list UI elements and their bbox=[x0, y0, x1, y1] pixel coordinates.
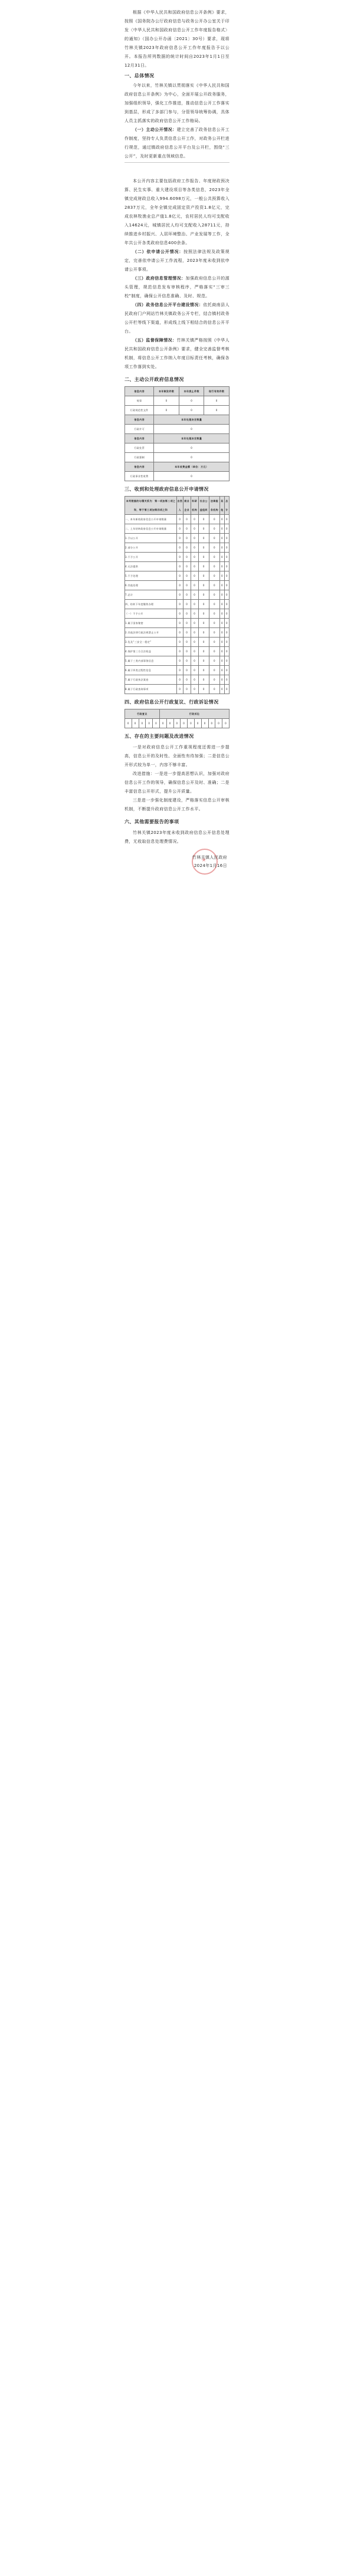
t3-row-label: 2.部分公开 bbox=[125, 543, 177, 553]
t3-cell: 0 bbox=[177, 619, 183, 628]
t3-cell: 0 bbox=[191, 553, 198, 562]
section1-title: 一、总体情况 bbox=[124, 73, 155, 78]
t2-cell: 规章 bbox=[125, 396, 154, 406]
t3-cell: 0 bbox=[209, 685, 219, 694]
t3-row bbox=[125, 675, 230, 685]
t3-cell: 0 bbox=[198, 628, 209, 638]
t2-head-row-3 bbox=[125, 434, 230, 443]
t3-cell: 0 bbox=[191, 628, 198, 638]
t2-row bbox=[125, 472, 230, 481]
t3-cell: 0 bbox=[177, 581, 183, 590]
signature-org: 竹林关镇人民政府 bbox=[192, 855, 227, 860]
t3-head-cell: 自然人 bbox=[177, 497, 183, 515]
review-litigation-table bbox=[124, 709, 230, 728]
t3-cell: 0 bbox=[198, 571, 209, 581]
t3-cell: 0 bbox=[177, 647, 183, 656]
application-table bbox=[124, 496, 230, 694]
t3-cell: 0 bbox=[209, 656, 219, 666]
t4-cell: 0 bbox=[215, 719, 222, 728]
t3-cell: 0 bbox=[198, 647, 209, 656]
t4-cell: 0 bbox=[222, 719, 230, 728]
t4-cell: 0 bbox=[139, 719, 146, 728]
t2-cell: 0 bbox=[154, 472, 230, 481]
t2-cell: 行政强制 bbox=[125, 453, 154, 462]
t3-cell: 0 bbox=[220, 609, 225, 619]
sub2-label: （二）依申请公开情况： bbox=[133, 249, 184, 254]
t3-cell: 0 bbox=[209, 628, 219, 638]
t3-cell: 0 bbox=[191, 609, 198, 619]
t3-cell: 0 bbox=[198, 656, 209, 666]
t3-head-cell: 其他 bbox=[220, 497, 225, 515]
t3-cell: 0 bbox=[183, 515, 191, 524]
t3-cell: 0 bbox=[209, 534, 219, 543]
t3-cell: 0 bbox=[198, 562, 209, 571]
t3-cell: 0 bbox=[224, 571, 229, 581]
t3-row bbox=[125, 524, 230, 534]
t3-cell: 0 bbox=[209, 666, 219, 675]
sub5-text: 竹林关镇严格按照《中华人民共和国政府信息公开条例》要求，健全完善监督考核机制，将信息公开工作纳入年度目标责任考核，确保各项工作落到实处。 bbox=[124, 338, 230, 369]
t2-head-cell: 现行有效件数 bbox=[204, 387, 230, 396]
t2-cell: 0 bbox=[179, 406, 204, 415]
t4-head-cell: 行政复议 bbox=[125, 709, 160, 719]
t3-cell: 0 bbox=[177, 666, 183, 675]
t3-cell: 0 bbox=[183, 543, 191, 553]
t3-row bbox=[125, 562, 230, 571]
t3-cell: 0 bbox=[198, 534, 209, 543]
spacer bbox=[124, 164, 230, 177]
t3-cell: 0 bbox=[220, 666, 225, 675]
t3-cell: 0 bbox=[177, 685, 183, 694]
t3-cell: 0 bbox=[224, 515, 229, 524]
t2-cell: 行政许可 bbox=[125, 425, 154, 434]
t4-cell: 0 bbox=[201, 719, 208, 728]
t3-row bbox=[125, 581, 230, 590]
t4-row bbox=[125, 719, 230, 728]
t3-cell: 0 bbox=[183, 534, 191, 543]
t2-cell: 0 bbox=[204, 406, 230, 415]
t3-cell: 0 bbox=[209, 619, 219, 628]
t3-cell: 0 bbox=[224, 590, 229, 600]
t3-cell: 0 bbox=[177, 656, 183, 666]
sub3-label: （三）政府信息管理情况： bbox=[133, 276, 186, 281]
t3-cell: 0 bbox=[183, 685, 191, 694]
active-disclosure-table bbox=[124, 386, 230, 481]
t3-cell: 0 bbox=[224, 666, 229, 675]
sub1-label: （一）主动公开情况： bbox=[133, 127, 177, 132]
intro-paragraph: 根据《中华人民共和国政府信息公开条例》要求，按照《国务院办公厅政府信息与政务公开办公室关于印发〈中华人民共和国政府信息公开工作年度报告格式〉的通知》（国办公开办函〔2021〕30号）要求，现将竹林关镇2023年政府信息公开工作年度报告予以公开。本报告所列数据的统计时间自2023年1月1日至12月31日。 bbox=[124, 10, 230, 68]
t2-row bbox=[125, 396, 230, 406]
t3-row bbox=[125, 609, 230, 619]
t3-row-label: 3.危及“三安全一稳定” bbox=[125, 638, 177, 647]
t3-cell: 0 bbox=[198, 675, 209, 685]
t3-row bbox=[125, 666, 230, 675]
t3-row-label: 2.其他法律行政法规禁止公开 bbox=[125, 628, 177, 638]
t3-cell: 0 bbox=[183, 600, 191, 609]
section6-title: 六、其他需要报告的事项 bbox=[124, 819, 179, 824]
t3-cell: 0 bbox=[191, 656, 198, 666]
t3-cell: 0 bbox=[191, 666, 198, 675]
t3-cell: 0 bbox=[177, 638, 183, 647]
t3-cell: 0 bbox=[209, 590, 219, 600]
t3-cell: 0 bbox=[183, 656, 191, 666]
t3-cell: 0 bbox=[198, 515, 209, 524]
t3-cell: 0 bbox=[177, 515, 183, 524]
t4-cell: 0 bbox=[208, 719, 215, 728]
t3-cell: 0 bbox=[224, 619, 229, 628]
t3-cell: 0 bbox=[177, 609, 183, 619]
divider bbox=[124, 162, 230, 163]
t3-cell: 0 bbox=[177, 590, 183, 600]
t3-cell: 0 bbox=[198, 543, 209, 553]
t3-cell: 0 bbox=[209, 600, 219, 609]
t3-cell: 0 bbox=[198, 524, 209, 534]
t3-cell: 0 bbox=[220, 581, 225, 590]
t4-cell: 0 bbox=[153, 719, 160, 728]
t3-cell: 0 bbox=[224, 628, 229, 638]
t2-cell: 0 bbox=[204, 396, 230, 406]
t3-cell: 0 bbox=[191, 675, 198, 685]
t3-cell: 0 bbox=[183, 647, 191, 656]
t3-cell: 0 bbox=[177, 524, 183, 534]
t3-row-label: 4.保护第三方合法权益 bbox=[125, 647, 177, 656]
t3-row-label: 7.总计 bbox=[125, 590, 177, 600]
t3-cell: 0 bbox=[198, 609, 209, 619]
t3-cell: 0 bbox=[224, 524, 229, 534]
t3-cell: 0 bbox=[220, 553, 225, 562]
t3-cell: 0 bbox=[177, 628, 183, 638]
sub1-text: 建立完善了政务信息公开工作制度，坚持专人负责信息公开工作，对政务公开栏进行规范，通过镇政府信息公开平台及公开栏，围绕“三公开”，及时更新重点领域信息。 bbox=[124, 127, 230, 159]
t3-row bbox=[125, 656, 230, 666]
t3-row bbox=[125, 543, 230, 553]
sub2-paragraph bbox=[124, 248, 230, 274]
t3-cell: 0 bbox=[209, 571, 219, 581]
t3-cell: 0 bbox=[224, 609, 229, 619]
t3-cell: 0 bbox=[177, 534, 183, 543]
t3-row bbox=[125, 628, 230, 638]
t3-cell: 0 bbox=[220, 562, 225, 571]
t2-cell: 0 bbox=[154, 443, 230, 453]
t3-row bbox=[125, 619, 230, 628]
sub2-text: 按照法律法规及政策规定，完善依申请公开工作流程，2023年度未收到依申请公开事项。 bbox=[124, 249, 230, 272]
t3-row-label: 6.其他处理 bbox=[125, 581, 177, 590]
t3-cell: 0 bbox=[183, 571, 191, 581]
t4-cell: 0 bbox=[132, 719, 139, 728]
t3-cell: 0 bbox=[220, 675, 225, 685]
t3-cell: 0 bbox=[220, 543, 225, 553]
t4-cell: 0 bbox=[166, 719, 173, 728]
t3-cell: 0 bbox=[177, 562, 183, 571]
t3-cell: 0 bbox=[209, 524, 219, 534]
t2-head-cell: 本年处理决定数量 bbox=[154, 434, 230, 443]
t3-row bbox=[125, 553, 230, 562]
budget-paragraph: 本公开内容主要包括政府工作报告、年度财政预决算、民生实事、重大建设项目等各类信息，2023年全镇完成财政总收入994.6098万元，一般公共预算收入2837万元，全年全镇完成固定资产投资1.8亿元，完成农林牧渔业总产值1.8亿元，农村居民人均可支配收入14624元，城镇居民人均可支配收入28711元，持续推进乡村振兴、人居环境整治、产业发展等工作，全年共公开各类政府信息400余条。 bbox=[124, 179, 230, 245]
t3-cell: 0 bbox=[191, 562, 198, 571]
t2-row bbox=[125, 443, 230, 453]
other-paragraph: 竹林关镇2023年度未收到政府信息公开信息处理费，无收取信息处理费情况。 bbox=[124, 830, 230, 844]
t2-head-cell: 本年制发件数 bbox=[154, 387, 179, 396]
t3-row-label: 1.属于国家秘密 bbox=[125, 619, 177, 628]
issue-paragraph-1: 一是对政府信息公开工作重视程度还需进一步提高，信息公开的及时性、全面性有待加强；二是信息公开形式较为单一，内容不够丰富。 bbox=[124, 745, 230, 767]
sub3-text: 加强政府信息公开的源头管理，规范信息发布审核程序，严格落实“三审三校”制度，确保公开信息准确、及时、规范。 bbox=[124, 276, 230, 298]
t3-cell: 0 bbox=[177, 553, 183, 562]
t3-row-label: 4.无法提供 bbox=[125, 562, 177, 571]
t3-cell: 0 bbox=[183, 619, 191, 628]
t4-cell: 0 bbox=[125, 719, 132, 728]
t3-cell: 0 bbox=[209, 581, 219, 590]
t2-cell: 0 bbox=[154, 406, 179, 415]
t3-cell: 0 bbox=[220, 515, 225, 524]
t3-cell: 0 bbox=[191, 543, 198, 553]
sub4-text: 依托商南县人民政府门户网站竹林关镇政务公开专栏，结合镇村政务公开栏等线下渠道，形成线上线下相结合的信息公开平台。 bbox=[124, 303, 230, 334]
t3-cell: 0 bbox=[224, 647, 229, 656]
t3-head-cell: 商业企业 bbox=[183, 497, 191, 515]
section3-title: 三、收到和处理政府信息公开申请情况 bbox=[124, 487, 209, 492]
t3-cell: 0 bbox=[220, 590, 225, 600]
t3-cell: 0 bbox=[177, 600, 183, 609]
t3-cell: 0 bbox=[191, 571, 198, 581]
t3-cell: 0 bbox=[191, 647, 198, 656]
t3-cell: 0 bbox=[198, 590, 209, 600]
t3-cell: 0 bbox=[198, 553, 209, 562]
t3-cell: 0 bbox=[183, 675, 191, 685]
t3-row bbox=[125, 685, 230, 694]
t3-cell: 0 bbox=[198, 581, 209, 590]
t3-row bbox=[125, 534, 230, 543]
t2-cell: 行政处罚 bbox=[125, 443, 154, 453]
t3-cell: 0 bbox=[209, 515, 219, 524]
t4-cell: 0 bbox=[173, 719, 181, 728]
t3-row bbox=[125, 638, 230, 647]
t3-cell: 0 bbox=[183, 628, 191, 638]
t3-cell: 0 bbox=[220, 619, 225, 628]
t3-cell: 0 bbox=[224, 600, 229, 609]
t3-row-label: 一、本年新收政府信息公开申请数量 bbox=[125, 515, 177, 524]
t2-head-cell: 信息内容 bbox=[125, 462, 154, 472]
t3-row bbox=[125, 590, 230, 600]
t3-row-label: 6.属于四类过程性信息 bbox=[125, 666, 177, 675]
t2-head-cell: 本年处理决定数量 bbox=[154, 415, 230, 425]
t3-cell: 0 bbox=[191, 524, 198, 534]
t3-cell: 0 bbox=[209, 609, 219, 619]
t3-cell: 0 bbox=[220, 647, 225, 656]
t2-head-row-4 bbox=[125, 462, 230, 472]
t3-cell: 0 bbox=[183, 666, 191, 675]
t3-cell: 0 bbox=[209, 647, 219, 656]
t2-row bbox=[125, 406, 230, 415]
t3-row-label: 二、上年结转政府信息公开申请数量 bbox=[125, 524, 177, 534]
t3-cell: 0 bbox=[209, 675, 219, 685]
t3-row-label: 四、结转下年度继续办理 bbox=[125, 600, 177, 609]
t3-cell: 0 bbox=[198, 619, 209, 628]
t3-row bbox=[125, 647, 230, 656]
t3-cell: 0 bbox=[198, 685, 209, 694]
t2-head-cell: 本年收费金额（单位：万元） bbox=[154, 462, 230, 472]
t3-cell: 0 bbox=[224, 656, 229, 666]
t3-cell: 0 bbox=[220, 600, 225, 609]
t3-cell: 0 bbox=[198, 638, 209, 647]
t3-cell: 0 bbox=[191, 581, 198, 590]
t4-cell: 0 bbox=[159, 719, 166, 728]
t3-cell: 0 bbox=[209, 553, 219, 562]
t3-cell: 0 bbox=[209, 543, 219, 553]
t3-cell: 0 bbox=[191, 685, 198, 694]
t3-cell: 0 bbox=[224, 638, 229, 647]
t2-cell: 0 bbox=[179, 396, 204, 406]
t4-cell: 0 bbox=[181, 719, 188, 728]
t2-cell: 行政事业性收费 bbox=[125, 472, 154, 481]
t3-row-label: 1.予以公开 bbox=[125, 534, 177, 543]
t2-head-row-2 bbox=[125, 415, 230, 425]
t3-cell: 0 bbox=[183, 590, 191, 600]
t3-row bbox=[125, 515, 230, 524]
t3-cell: 0 bbox=[224, 675, 229, 685]
sub4-label: （四）政务信息公开平台建设情况： bbox=[133, 303, 204, 307]
issue-paragraph-2: 改进措施：一是进一步提高思想认识，加强对政府信息公开工作的领导，确保信息公开及时、准确；二是丰富信息公开形式，提升公开质量。 bbox=[124, 771, 230, 794]
t3-head-cell: 总计 bbox=[224, 497, 229, 515]
t3-row bbox=[125, 600, 230, 609]
t3-cell: 0 bbox=[183, 553, 191, 562]
t3-cell: 0 bbox=[191, 638, 198, 647]
t3-cell: 0 bbox=[220, 656, 225, 666]
t3-cell: 0 bbox=[191, 600, 198, 609]
t3-cell: 0 bbox=[177, 675, 183, 685]
t3-cell: 0 bbox=[220, 524, 225, 534]
t3-cell: 0 bbox=[191, 619, 198, 628]
t4-cell: 0 bbox=[146, 719, 153, 728]
t2-cell: 0 bbox=[154, 425, 230, 434]
t3-cell: 0 bbox=[224, 581, 229, 590]
sub5-label: （五）监督保障情况： bbox=[133, 338, 177, 343]
t4-head-cell: 行政诉讼 bbox=[159, 709, 229, 719]
t2-row bbox=[125, 425, 230, 434]
t2-head-cell: 信息内容 bbox=[125, 415, 154, 425]
t2-cell: 行政规范性文件 bbox=[125, 406, 154, 415]
t3-cell: 0 bbox=[220, 571, 225, 581]
t3-cell: 0 bbox=[220, 628, 225, 638]
section5-title: 五、存在的主要问题及改进情况 bbox=[124, 734, 194, 739]
t3-cell: 0 bbox=[224, 543, 229, 553]
t3-cell: 0 bbox=[177, 571, 183, 581]
t3-head-cell: 社会公益组织 bbox=[198, 497, 209, 515]
signature-block bbox=[124, 846, 230, 882]
issue-paragraph-3: 三是进一步强化制度建设，严格落实信息公开审核机制，不断提升政府信息公开工作水平。 bbox=[124, 798, 230, 811]
t3-head-cell: 本列数据的勾稽关系为：第一项加第二项之和，等于第三项加第四项之和 bbox=[125, 497, 177, 515]
t3-cell: 0 bbox=[224, 562, 229, 571]
t3-cell: 0 bbox=[209, 562, 219, 571]
t3-row-label: （一）不予公开 bbox=[125, 609, 177, 619]
t3-cell: 0 bbox=[220, 685, 225, 694]
t3-cell: 0 bbox=[224, 685, 229, 694]
section2-title: 二、主动公开政府信息情况 bbox=[124, 377, 184, 382]
signature-date: 2024年1月16日 bbox=[194, 863, 227, 868]
t3-cell: 0 bbox=[183, 638, 191, 647]
t3-cell: 0 bbox=[198, 600, 209, 609]
t2-head-row-1 bbox=[125, 387, 230, 396]
t3-cell: 0 bbox=[183, 581, 191, 590]
t3-cell: 0 bbox=[183, 609, 191, 619]
t3-cell: 0 bbox=[177, 543, 183, 553]
t2-cell: 0 bbox=[154, 396, 179, 406]
t3-head-cell: 科研机构 bbox=[191, 497, 198, 515]
t2-row bbox=[125, 453, 230, 462]
t3-cell: 0 bbox=[191, 515, 198, 524]
t2-head-cell: 信息内容 bbox=[125, 387, 154, 396]
t3-cell: 0 bbox=[224, 553, 229, 562]
t2-head-cell: 本年废止件数 bbox=[179, 387, 204, 396]
section4-title: 四、政府信息公开行政复议、行政诉讼情况 bbox=[124, 699, 219, 705]
sub5-paragraph bbox=[124, 336, 230, 372]
t3-cell: 0 bbox=[183, 562, 191, 571]
t3-row-label: 8.属于行政查询事项 bbox=[125, 685, 177, 694]
t4-cell: 0 bbox=[194, 719, 201, 728]
t3-cell: 0 bbox=[224, 534, 229, 543]
t3-head-cell: 法律服务机构 bbox=[209, 497, 219, 515]
t4-head-row bbox=[125, 709, 230, 719]
t3-cell: 0 bbox=[191, 534, 198, 543]
t2-cell: 0 bbox=[154, 453, 230, 462]
sub4-paragraph bbox=[124, 301, 230, 336]
t3-cell: 0 bbox=[209, 638, 219, 647]
t4-cell: 0 bbox=[188, 719, 195, 728]
t2-head-cell: 信息内容 bbox=[125, 434, 154, 443]
t3-row-label: 7.属于行政执法案卷 bbox=[125, 675, 177, 685]
t3-cell: 0 bbox=[191, 590, 198, 600]
t3-head-row bbox=[125, 497, 230, 515]
t3-cell: 0 bbox=[183, 524, 191, 534]
t3-row-label: 5.属于三类内部事务信息 bbox=[125, 656, 177, 666]
t3-cell: 0 bbox=[220, 638, 225, 647]
t3-row bbox=[125, 571, 230, 581]
t3-row-label: 5.不予处理 bbox=[125, 571, 177, 581]
overview-paragraph: 今年以来，竹林关镇以贯彻落实《中华人民共和国政府信息公开条例》为中心，全面开展公开政务服务，加强组织领导，强化工作推进，推动信息公开工作落实到基层，形成了多部门参与，分管领导统筹协调，具体人员主抓落实的政府信息公开工作格局。 bbox=[124, 83, 230, 123]
report-page bbox=[124, 8, 230, 882]
sub1-paragraph bbox=[124, 126, 230, 161]
signature bbox=[192, 853, 227, 870]
sub3-paragraph bbox=[124, 274, 230, 301]
t3-cell: 0 bbox=[198, 666, 209, 675]
t3-cell: 0 bbox=[220, 534, 225, 543]
t3-row-label: 3.不予公开 bbox=[125, 553, 177, 562]
